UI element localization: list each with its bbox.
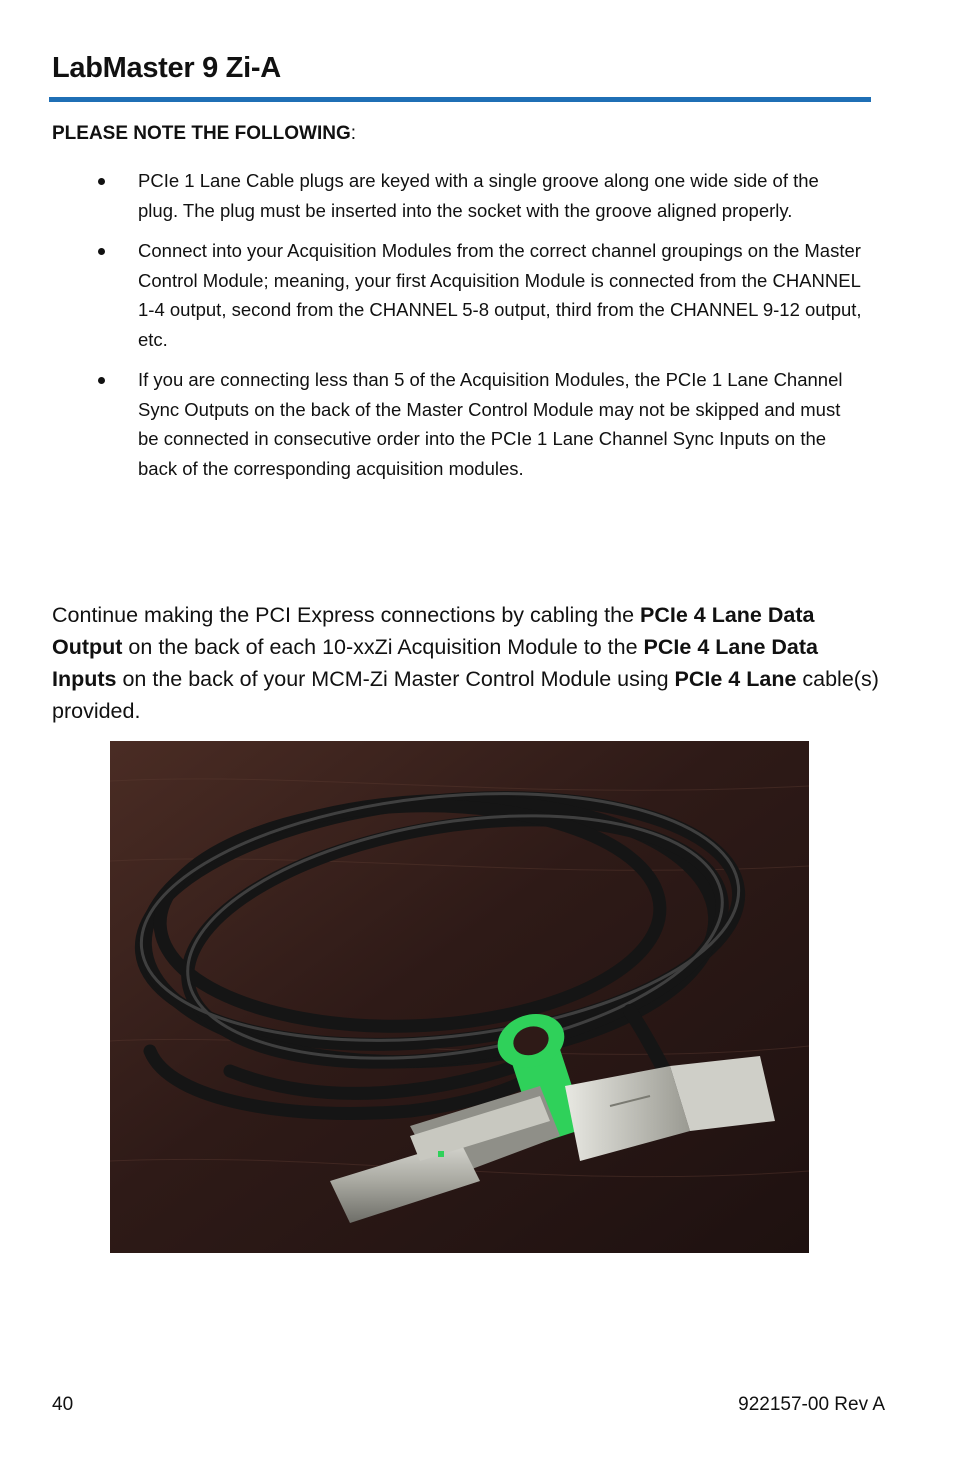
bullet-icon — [98, 178, 105, 185]
para-bold-3: PCIe 4 Lane — [674, 667, 797, 691]
para-text-4: cable(s) provided. — [52, 667, 879, 723]
list-item — [92, 166, 862, 225]
page-title: LabMaster 9 Zi-A — [52, 52, 281, 84]
para-bold-2: PCIe 4 Lane Data Inputs — [52, 635, 819, 691]
note-heading-text: PLEASE NOTE THE FOLLOWING — [52, 123, 351, 144]
para-bold-1: PCIe 4 Lane Data Output — [52, 603, 815, 659]
para-text-1: Continue making the PCI Express connections by cabling the — [52, 603, 640, 627]
para-text-2: on the back of each 10-xxZi Acquisition Module to the — [122, 635, 644, 659]
list-item — [92, 236, 862, 354]
bullet-icon — [98, 377, 105, 384]
list-item — [92, 365, 862, 483]
note-heading — [52, 121, 356, 147]
pcie-cable-icon — [110, 741, 809, 1253]
cable-photo — [110, 741, 809, 1253]
title-underline — [49, 97, 871, 102]
note-list — [92, 166, 862, 494]
note-heading-colon: : — [350, 123, 357, 144]
list-item-text: Connect into your Acquisition Modules from the correct channel groupings on the Master Control Module; meaning, your first Acquisition Module is connected from the CHANNEL 1-4 output, second from the CHANNEL 5-8 output, third from the CHANNEL 9-12 output, etc. — [138, 240, 862, 350]
instruction-paragraph — [52, 599, 882, 727]
bullet-icon — [98, 248, 105, 255]
list-item-text: PCIe 1 Lane Cable plugs are keyed with a single groove along one wide side of the plug. The plug must be inserted into the socket with the groove aligned properly. — [138, 170, 819, 221]
list-item-text: If you are connecting less than 5 of the Acquisition Modules, the PCIe 1 Lane Channel Sync Outputs on the back of the Master Control Module may not be skipped and must be connected in consecutive order into the PCIe 1 Lane Channel Sync Inputs on the back of the corresponding acquisition modules. — [138, 369, 843, 479]
document-id: 922157-00 Rev A — [738, 1394, 885, 1415]
para-text-3: on the back of your MCM-Zi Master Control Module using — [116, 667, 675, 691]
page-number: 40 — [52, 1394, 74, 1415]
